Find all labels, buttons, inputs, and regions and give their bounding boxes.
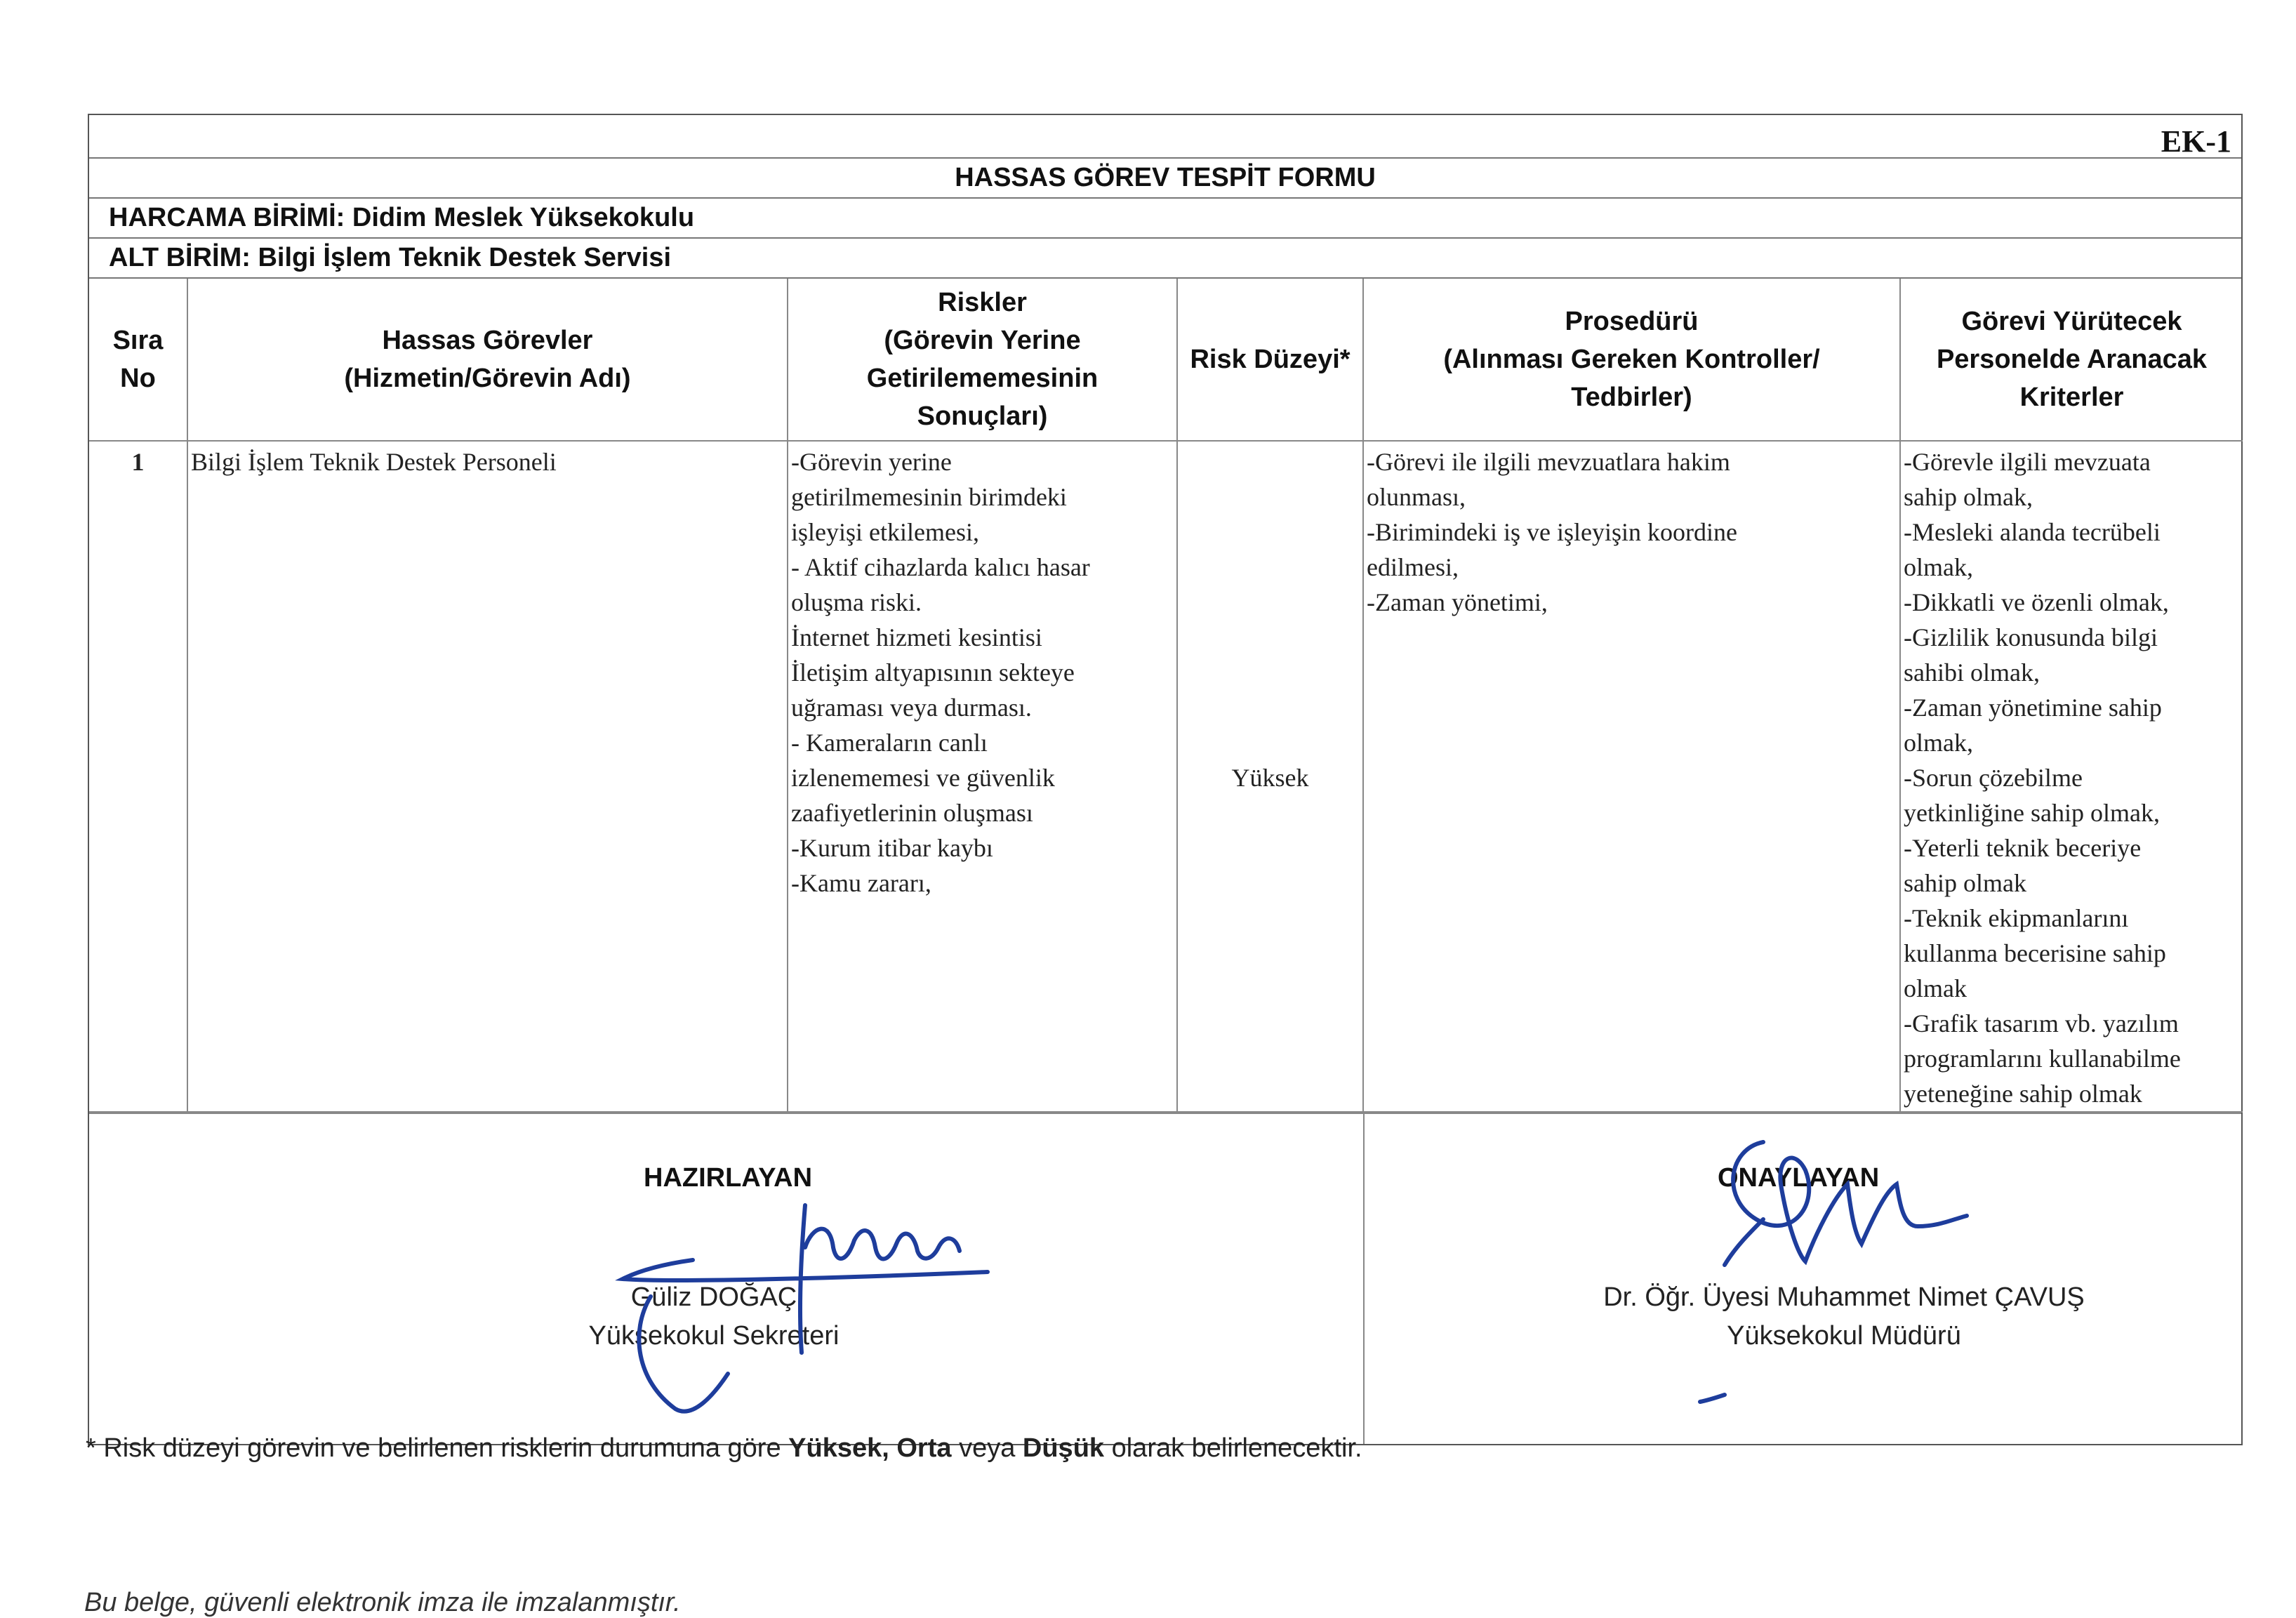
- header-hassas-gorevler: Hassas Görevler (Hizmetin/Görevin Adı): [187, 279, 788, 441]
- list-line: getirilmemesinin birimdeki: [791, 483, 1067, 511]
- header-riskler: Riskler (Görevin Yerine Getirilememesinin Sonuçları): [788, 279, 1177, 441]
- header-prosedur: Prosedürü (Alınması Gereken Kontroller/ Tedbirler): [1363, 279, 1900, 441]
- list-line: olmak: [1904, 974, 1967, 1002]
- risk-table: [89, 279, 2243, 1113]
- prosedur-list: [1367, 444, 1897, 620]
- list-line: - Kameraların canlı: [791, 729, 988, 757]
- list-line: programlarını kullanabilme: [1904, 1045, 2181, 1073]
- list-line: -Kamu zararı,: [791, 869, 931, 897]
- table-header-row: [89, 279, 2243, 441]
- signature-row: [89, 1113, 2241, 1444]
- list-line: -Görevi ile ilgili mevzuatlara hakim: [1367, 448, 1730, 476]
- onaylayan-title: Yüksekokul Müdürü: [1727, 1321, 1961, 1351]
- alt-birim-label: ALT BİRİM:: [109, 243, 251, 272]
- hazirlayan-name: Güliz DOĞAÇ: [630, 1282, 797, 1312]
- list-line: -Mesleki alanda tecrübeli: [1904, 518, 2161, 546]
- alt-birim-value: Bilgi İşlem Teknik Destek Servisi: [258, 243, 672, 272]
- list-line: işleyişi etkilemesi,: [791, 518, 979, 546]
- footnote-or: veya: [951, 1433, 1023, 1463]
- onaylayan-label: ONAYLAYAN: [1718, 1163, 1880, 1193]
- onaylayan-name: Dr. Öğr. Üyesi Muhammet Nimet ÇAVUŞ: [1603, 1282, 2085, 1312]
- list-line: sahip olmak: [1904, 869, 2026, 897]
- list-line: - Aktif cihazlarda kalıcı hasar: [791, 553, 1090, 581]
- list-line: edilmesi,: [1367, 553, 1459, 581]
- list-line: olunması,: [1367, 483, 1466, 511]
- list-line: -Yeterli teknik beceriye: [1904, 834, 2142, 862]
- list-line: -Zaman yönetimine sahip: [1904, 694, 2162, 722]
- footnote-high: Yüksek,: [788, 1433, 889, 1463]
- list-line: -Teknik ekipmanlarını: [1904, 904, 2129, 932]
- row-prosedur: [1363, 441, 1900, 1112]
- row-number: 1: [89, 441, 187, 1112]
- header-risk-duzeyi: Risk Düzeyi*: [1177, 279, 1363, 441]
- footnote-mid: Orta: [896, 1433, 952, 1463]
- ek-row: [89, 115, 2241, 159]
- footnote-prefix: * Risk düzeyi görevin ve belirlenen risklerin durumuna göre: [86, 1433, 789, 1463]
- footnote-low: Düşük: [1022, 1433, 1105, 1463]
- form-title: HASSAS GÖREV TESPİT FORMU: [89, 159, 2241, 199]
- form-frame: [88, 114, 2243, 1445]
- list-line: uğraması veya durması.: [791, 694, 1032, 722]
- row-risk-duzeyi: Yüksek: [1177, 441, 1363, 1112]
- footnote: [86, 1433, 1362, 1464]
- ek-label: EK-1: [2161, 124, 2231, 159]
- kriterler-list: [1904, 444, 2240, 1111]
- header-sira-no: Sıra No: [89, 279, 187, 441]
- list-line: yetkinliğine sahip olmak,: [1904, 799, 2160, 827]
- harcama-birimi-row: [89, 199, 2241, 239]
- list-line: oluşma riski.: [791, 588, 922, 616]
- list-line: İnternet hizmeti kesintisi: [791, 623, 1042, 651]
- harcama-birimi-value: Didim Meslek Yüksekokulu: [352, 203, 695, 232]
- list-line: İletişim altyapısının sekteye: [791, 658, 1075, 687]
- list-line: -Sorun çözebilme: [1904, 764, 2083, 792]
- list-line: zaafiyetlerinin oluşması: [791, 799, 1033, 827]
- list-line: -Birimindeki iş ve işleyişin koordine: [1367, 518, 1737, 546]
- list-line: -Kurum itibar kaybı: [791, 834, 993, 862]
- hazirlayan-signature: [552, 1142, 1086, 1437]
- list-line: izlenememesi ve güvenlik: [791, 764, 1055, 792]
- row-gorev: Bilgi İşlem Teknik Destek Personeli: [187, 441, 788, 1112]
- harcama-birimi-label: HARCAMA BİRİMİ:: [109, 203, 345, 232]
- header-kriterler: Görevi Yürütecek Personelde Aranacak Kriterler: [1900, 279, 2243, 441]
- list-line: olmak,: [1904, 553, 1973, 581]
- onaylayan-signature: [1658, 1121, 2023, 1416]
- riskler-list: [791, 444, 1174, 901]
- list-line: sahibi olmak,: [1904, 658, 2040, 687]
- alt-birim-row: [89, 239, 2241, 279]
- list-line: -Dikkatli ve özenli olmak,: [1904, 588, 2169, 616]
- row-kriterler: [1900, 441, 2243, 1112]
- footnote-suffix: olarak belirlenecektir.: [1104, 1433, 1362, 1463]
- list-line: sahip olmak,: [1904, 483, 2033, 511]
- hazirlayan-label: HAZIRLAYAN: [644, 1163, 813, 1193]
- row-riskler: [788, 441, 1177, 1112]
- signature-divider: [1363, 1114, 1365, 1444]
- list-line: yeteneğine sahip olmak: [1904, 1080, 2142, 1108]
- form-document: [88, 114, 2243, 1445]
- list-line: -Görevin yerine: [791, 448, 952, 476]
- list-line: -Grafik tasarım vb. yazılım: [1904, 1009, 2179, 1037]
- bottom-note: Bu belge, güvenli elektronik imza ile imzalanmıştır.: [84, 1588, 681, 1617]
- hazirlayan-title: Yüksekokul Sekreteri: [588, 1321, 840, 1351]
- list-line: -Görevle ilgili mevzuata: [1904, 448, 2151, 476]
- list-line: kullanma becerisine sahip: [1904, 939, 2166, 967]
- list-line: -Zaman yönetimi,: [1367, 588, 1548, 616]
- table-row: [89, 441, 2243, 1112]
- list-line: -Gizlilik konusunda bilgi: [1904, 623, 2158, 651]
- list-line: olmak,: [1904, 729, 1973, 757]
